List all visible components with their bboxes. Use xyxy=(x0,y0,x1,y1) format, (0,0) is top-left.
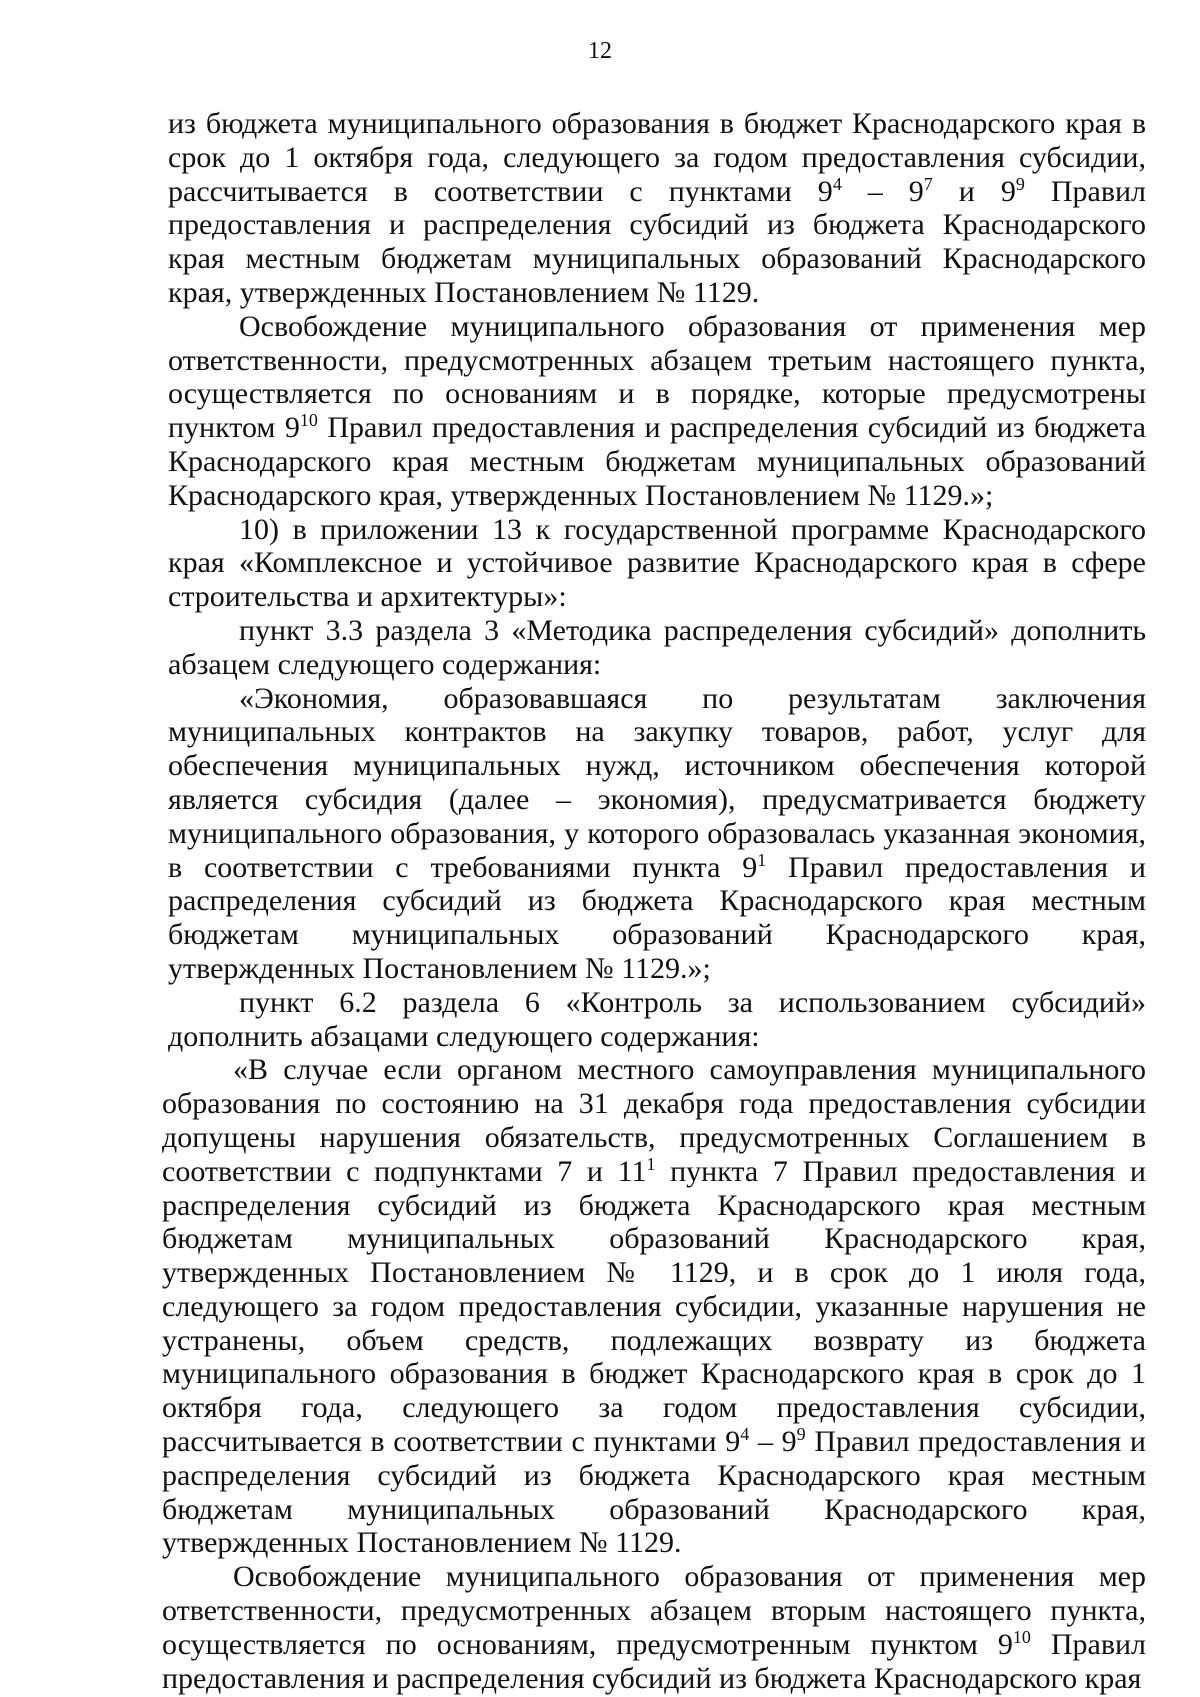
paragraph-4 xyxy=(168,614,1146,682)
superscript: 4 xyxy=(832,173,842,194)
page-number: 12 xyxy=(588,38,612,64)
text-run: пункт 6.2 раздела 6 «Контроль за использованием субсидий» дополнить абзацами следующего содержания: xyxy=(168,985,1146,1053)
paragraph-6 xyxy=(168,986,1146,1054)
paragraph-8 xyxy=(162,1560,1146,1695)
superscript: 4 xyxy=(740,1424,750,1445)
superscript: 10 xyxy=(1012,1626,1031,1647)
text-run: пункт 3.3 раздела 3 «Методика распределения субсидий» дополнить абзацем следующего содержания: xyxy=(168,613,1146,681)
paragraph-3 xyxy=(168,513,1146,614)
superscript: 9 xyxy=(1015,173,1025,194)
text-run: Правил предоставления и распределения субсидий из бюджета Краснодарского края местным бюджетам муниципальных образований Краснодарского края, утвержденных Постановлением № 1129.»; xyxy=(168,850,1146,985)
superscript: 1 xyxy=(757,849,767,870)
text-run: «В случае если органом местного самоуправления муниципального образования по состоянию на 31 декабря года предоставления субсидии допущены нарушения обязательств, предусмотренных Соглашением в соответствии с подпунктами 7 и 11 xyxy=(162,1053,1146,1188)
paragraph-7 xyxy=(162,1053,1146,1560)
paragraph-1 xyxy=(168,107,1146,310)
text-run: 10) в приложении 13 к государственной программе Краснодарского края «Комплексное и устойчивое развитие Краснодарского края в сфере строительства и архитектуры»: xyxy=(168,512,1146,614)
text-run: Правил предоставления и распределения субсидий из бюджета Краснодарского края местным бюджетам муниципальных образований Краснодарского края, утвержденных Постановлением № 1129.»; xyxy=(168,411,1146,512)
text-run: Правил предоставления и распределения субсидий из бюджета Краснодарского края местным бюджетам муниципальных образований Краснодарского края, утвержденных Постановлением № 1129. xyxy=(162,1425,1146,1560)
text-run: из бюджета муниципального образования в бюджет Краснодарского края в срок до 1 октября года, следующего за годом предоставления субсидии, рассчитывается в соответствии с пунктами 9 xyxy=(168,107,1146,208)
document-body xyxy=(162,107,1147,1695)
text-run: Освобождение муниципального образования от применения мер ответственности, предусмотренных абзацем третьим настоящего пункта, осуществляется по основаниям и в порядке, которые предусмотрены пунктом 9 xyxy=(168,309,1146,445)
superscript: 7 xyxy=(923,173,933,194)
superscript: 9 xyxy=(796,1424,806,1445)
text-run: – 9 xyxy=(841,174,924,208)
paragraph-2 xyxy=(168,310,1146,513)
text-run: Освобождение муниципального образования от применения мер ответственности, предусмотренных абзацем вторым настоящего пункта, осуществляется по основаниям, предусмотренным пунктом 9 xyxy=(162,1560,1146,1661)
text-run: Правил предоставления и распределения субсидий из бюджета Краснодарского края местным бюджетам муниципальных образований Краснодарского края, утвержденных Постановлением № 1129. xyxy=(168,174,1147,309)
text-run: Правил предоставления и распределения субсидий из бюджета Краснодарского края xyxy=(162,1627,1147,1695)
superscript: 1 xyxy=(646,1153,656,1174)
text-run: и 9 xyxy=(932,174,1016,208)
paragraph-5 xyxy=(168,682,1146,986)
superscript: 10 xyxy=(299,410,318,431)
text-run: «Экономия, образовавшаяся по результатам заключения муниципальных контрактов на закупку товаров, работ, услуг для обеспечения муниципальных нужд, источником обеспечения которой является субсидия (далее – экономия), предусматривается бюджету муниципального образования, у которого образовалась указанная экономия, в соответствии с требованиями пункта 9 xyxy=(168,681,1146,884)
text-run: – 9 xyxy=(749,1425,797,1459)
text-run: пункта 7 Правил предоставления и распределения субсидий из бюджета Краснодарского края местным бюджетам муниципальных образований Краснодарского края, утвержденных Постановлением № 1129, и в срок до 1 июля года, следующего за годом предоставления субсидии, указанные нарушения не устранены, объем средств, подлежащих возврату из бюджета муниципального образования в бюджет Краснодарского края в срок до 1 октября года, следующего за годом предоставления субсидии, рассчитывается в соответствии с пунктами 9 xyxy=(162,1154,1146,1459)
